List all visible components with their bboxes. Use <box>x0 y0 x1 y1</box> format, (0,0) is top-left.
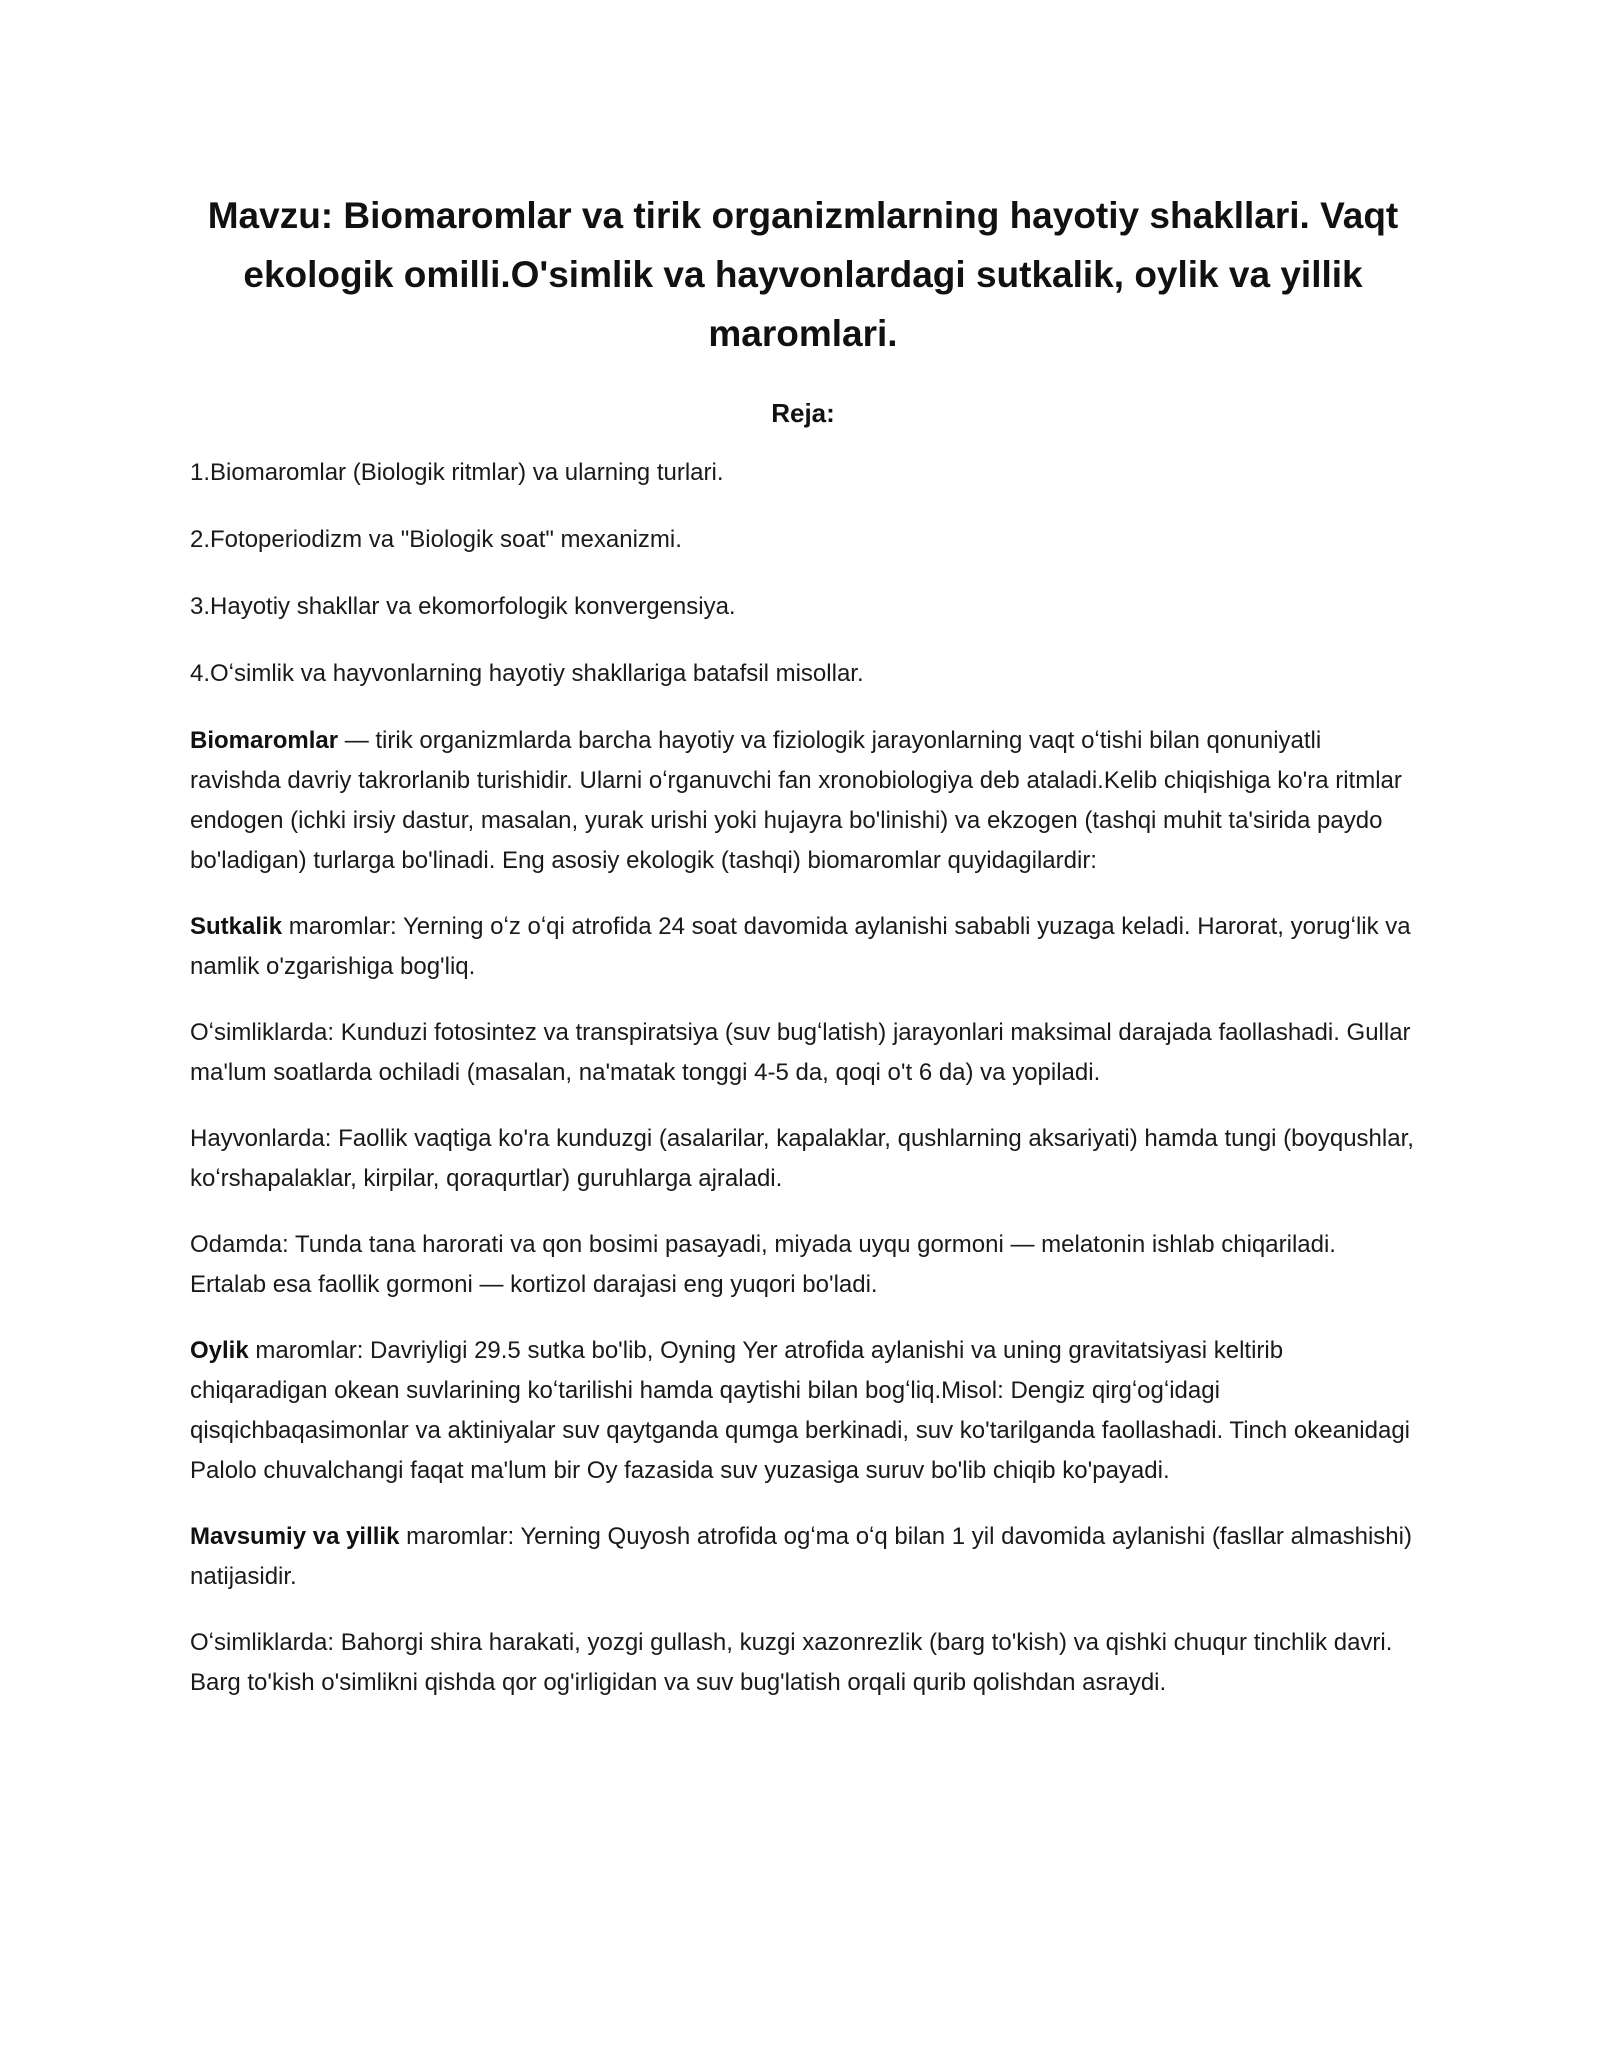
paragraph-text: — tirik organizmlarda barcha hayotiy va fiziologik jarayonlarning vaqt oʻtishi bilan qonuniyatli ravishda davriy takrorlanib turishidir. Ularni oʻrganuvchi fan xronobiologiya deb ataladi.Kelib chiqishiga ko'ra ritmlar endogen (ichki irsiy dastur, masalan, yurak urishi yoki hujayra bo'linishi) va ekzogen (tashqi muhit ta'sirida paydo bo'ladigan) turlarga bo'linadi. Eng asosiy ekologik (tashqi) biomaromlar quyidagilardir: <box>190 727 1402 874</box>
plan-heading: Reja: <box>771 398 835 428</box>
plan-item: 3.Hayotiy shakllar va ekomorfologik konvergensiya. <box>190 593 736 620</box>
paragraph-term: Biomaromlar <box>190 727 339 754</box>
plan-item: 4.Oʻsimlik va hayvonlarning hayotiy shakllariga batafsil misollar. <box>190 660 864 687</box>
plan-list <box>190 453 1416 694</box>
paragraph-text: Hayvonlarda: Faollik vaqtiga ko'ra kunduzgi (asalarilar, kapalaklar, qushlarning aksariyati) hamda tungi (boyqushlar, koʻrshapalaklar, kirpilar, qoraqurtlar) guruhlarga ajraladi. <box>190 1125 1414 1192</box>
paragraph-text: maromlar: Yerning Quyosh atrofida ogʻma oʻq bilan 1 yil davomida aylanishi (fasllar almashishi) natijasidir. <box>190 1523 1412 1590</box>
paragraph-mavsumiy <box>190 1517 1416 1597</box>
paragraph-odamda <box>190 1225 1416 1305</box>
document-title: Mavzu: Biomaromlar va tirik organizmlarning hayotiy shakllari. Vaqt ekologik omilli.O'simlik va hayvonlardagi sutkalik, oylik va yillik maromlari. <box>207 195 1399 354</box>
paragraph-term: Sutkalik <box>190 913 283 940</box>
paragraph-term: Mavsumiy va yillik <box>190 1523 400 1550</box>
paragraph-text: maromlar: Yerning oʻz oʻqi atrofida 24 soat davomida aylanishi sababli yuzaga keladi. Harorat, yorugʻlik va namlik o'zgarishiga bog'liq. <box>190 913 1411 980</box>
paragraph-text: Oʻsimliklarda: Bahorgi shira harakati, yozgi gullash, kuzgi xazonrezlik (barg to'kish) va qishki chuqur tinchlik davri. Barg to'kish o'simlikni qishda qor og'irligidan va suv bug'latish orqali qurib qolishdan asraydi. <box>190 1629 1393 1696</box>
paragraph-biomaromlar <box>190 721 1416 881</box>
paragraph-osimliklarda-sutkalik <box>190 1013 1416 1093</box>
paragraph-sutkalik <box>190 907 1416 987</box>
paragraph-text: maromlar: Davriyligi 29.5 sutka bo'lib, Oyning Yer atrofida aylanishi va uning gravitatsiyasi keltirib chiqaradigan okean suvlarining koʻtarilishi hamda qaytishi bilan bogʻliq.Misol: Dengiz qirgʻogʻidagi qisqichbaqasimonlar va aktiniyalar suv qaytganda qumga berkinadi, suv ko'tarilganda faollashadi. Tinch okeanidagi Palolo chuvalchangi faqat ma'lum bir Oy fazasida suv yuzasiga suruv bo'lib chiqib ko'payadi. <box>190 1337 1410 1484</box>
paragraph-term: Oylik <box>190 1337 249 1364</box>
paragraph-text: Oʻsimliklarda: Kunduzi fotosintez va transpiratsiya (suv bugʻlatish) jarayonlari maksimal darajada faollashadi. Gullar ma'lum soatlarda ochiladi (masalan, na'matak tonggi 4-5 da, qoqi o't 6 da) va yopiladi. <box>190 1019 1411 1086</box>
plan-item: 2.Fotoperiodizm va "Biologik soat" mexanizmi. <box>190 526 682 553</box>
paragraph-text: Odamda: Tunda tana harorati va qon bosimi pasayadi, miyada uyqu gormoni — melatonin ishlab chiqariladi. Ertalab esa faollik gormoni — kortizol darajasi eng yuqori bo'ladi. <box>190 1231 1336 1298</box>
paragraph-hayvonlarda <box>190 1119 1416 1199</box>
plan-item: 1.Biomaromlar (Biologik ritmlar) va ularning turlari. <box>190 459 724 486</box>
paragraph-osimliklarda-yillik <box>190 1623 1416 1703</box>
paragraph-oylik <box>190 1331 1416 1491</box>
